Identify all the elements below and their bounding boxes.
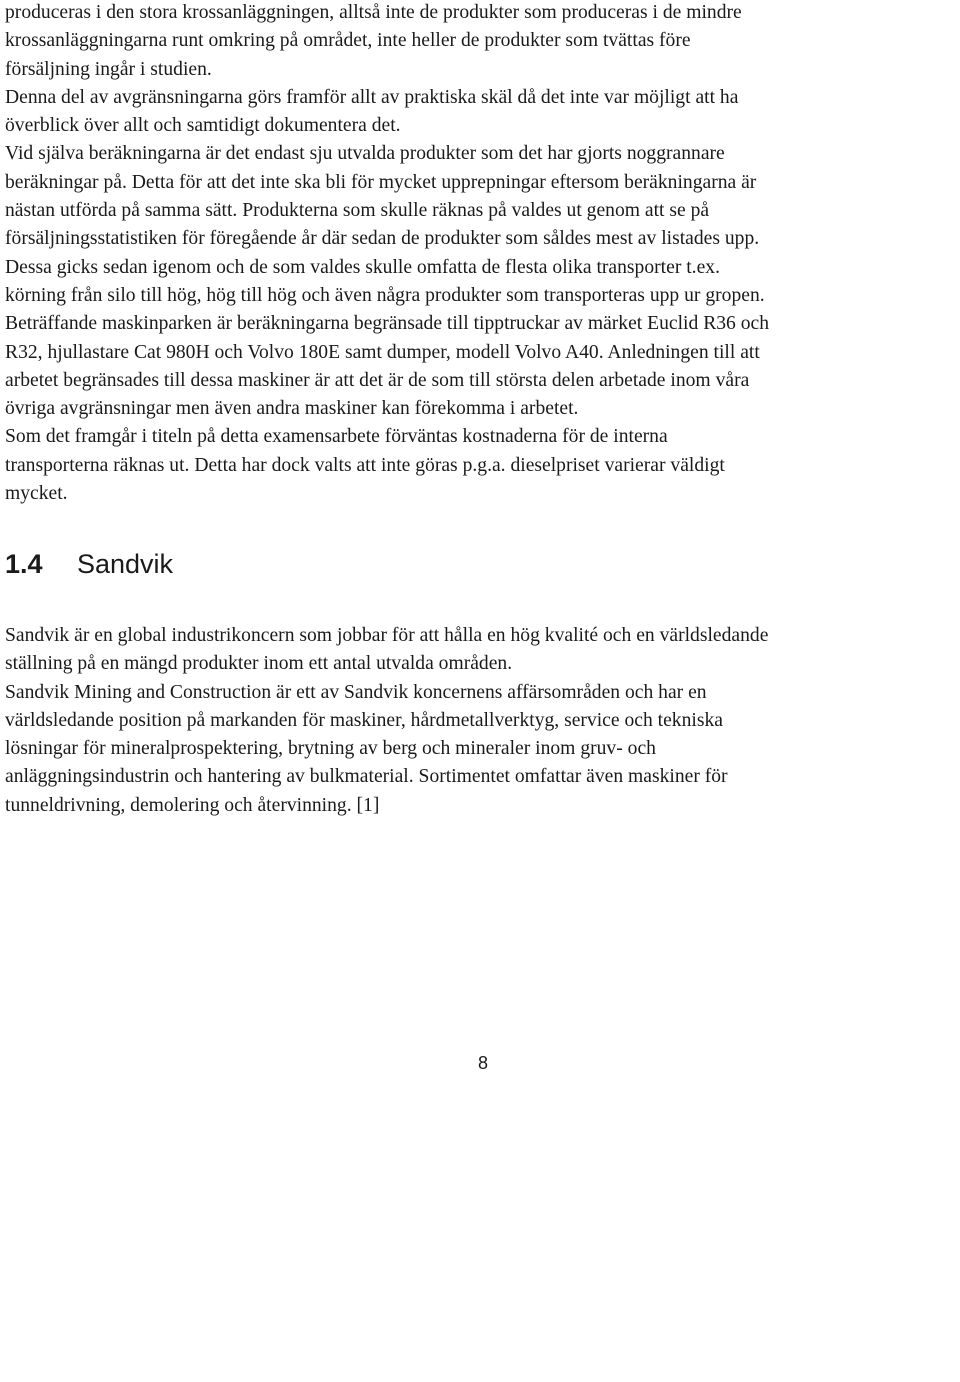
body-line: krossanläggningarna runt omkring på området, inte heller de produkter som tvättas före [5, 30, 691, 52]
body-line: nästan utförda på samma sätt. Produkterna som skulle räknas på valdes ut genom att se på [5, 200, 710, 222]
body-line: Vid själva beräkningarna är det endast sju utvalda produkter som det har gjorts noggrannare [5, 143, 725, 165]
body-line: R32, hjullastare Cat 980H och Volvo 180E samt dumper, modell Volvo A40. Anledningen till att [5, 341, 760, 363]
body-line: mycket. [5, 483, 68, 505]
section-title: Sandvik [77, 549, 174, 579]
section-heading [5, 546, 173, 582]
section-line: ställning på en mängd produkter inom ett antal utvalda områden. [5, 653, 513, 675]
page-number: 8 [477, 1053, 488, 1073]
body-text-sandvik [5, 622, 960, 820]
body-line: överblick över allt och samtidigt dokumentera det. [5, 115, 401, 137]
body-line: transporterna räknas ut. Detta har dock valts att inte göras p.g.a. dieselpriset varierar väldigt [5, 454, 725, 476]
body-line: beräkningar på. Detta för att det inte ska bli för mycket upprepningar eftersom beräkningarna är [5, 171, 757, 193]
section-line: Sandvik Mining and Construction är ett av Sandvik koncernens affärsområden och har en [5, 681, 707, 703]
body-line: Dessa gicks sedan igenom och de som valdes skulle omfatta de flesta olika transporter t.ex. [5, 256, 720, 278]
body-line: Denna del av avgränsningarna görs framför allt av praktiska skäl då det inte var möjligt att ha [5, 86, 739, 108]
body-line: övriga avgränsningar men även andra maskiner kan förekomma i arbetet. [5, 398, 579, 420]
body-line: Beträffande maskinparken är beräkningarna begränsade till tipptruckar av märket Euclid R36 och [5, 313, 770, 335]
body-line: försäljningsstatistiken för föregående år där sedan de produkter som såldes mest av listades upp. [5, 228, 760, 250]
section-line: världsledande position på markanden för maskiner, hårdmetallverktyg, service och tekniska [5, 709, 723, 731]
body-line: försäljning ingår i studien. [5, 58, 212, 80]
section-number: 1.4 [5, 549, 43, 579]
body-line: produceras i den stora krossanläggningen, alltså inte de produkter som produceras i de mindre [5, 2, 742, 23]
body-text-top [5, 0, 960, 508]
section-line: lösningar för mineralprospektering, brytning av berg och mineraler inom gruv- och [5, 738, 656, 760]
body-line: körning från silo till hög, hög till hög och även några produkter som transporteras upp ur gropen. [5, 284, 765, 306]
section-line: tunneldrivning, demolering och återvinning. [1] [5, 794, 380, 816]
body-line: arbetet begränsades till dessa maskiner är att det är de som till största delen arbetade inom våra [5, 369, 750, 391]
section-line: Sandvik är en global industrikoncern som jobbar för att hålla en hög kvalité och en världsledande [5, 625, 769, 646]
body-line: Som det framgår i titeln på detta examensarbete förväntas kostnaderna för de interna [5, 426, 668, 448]
section-line: anläggningsindustrin och hantering av bulkmaterial. Sortimentet omfattar även maskiner för [5, 766, 728, 788]
